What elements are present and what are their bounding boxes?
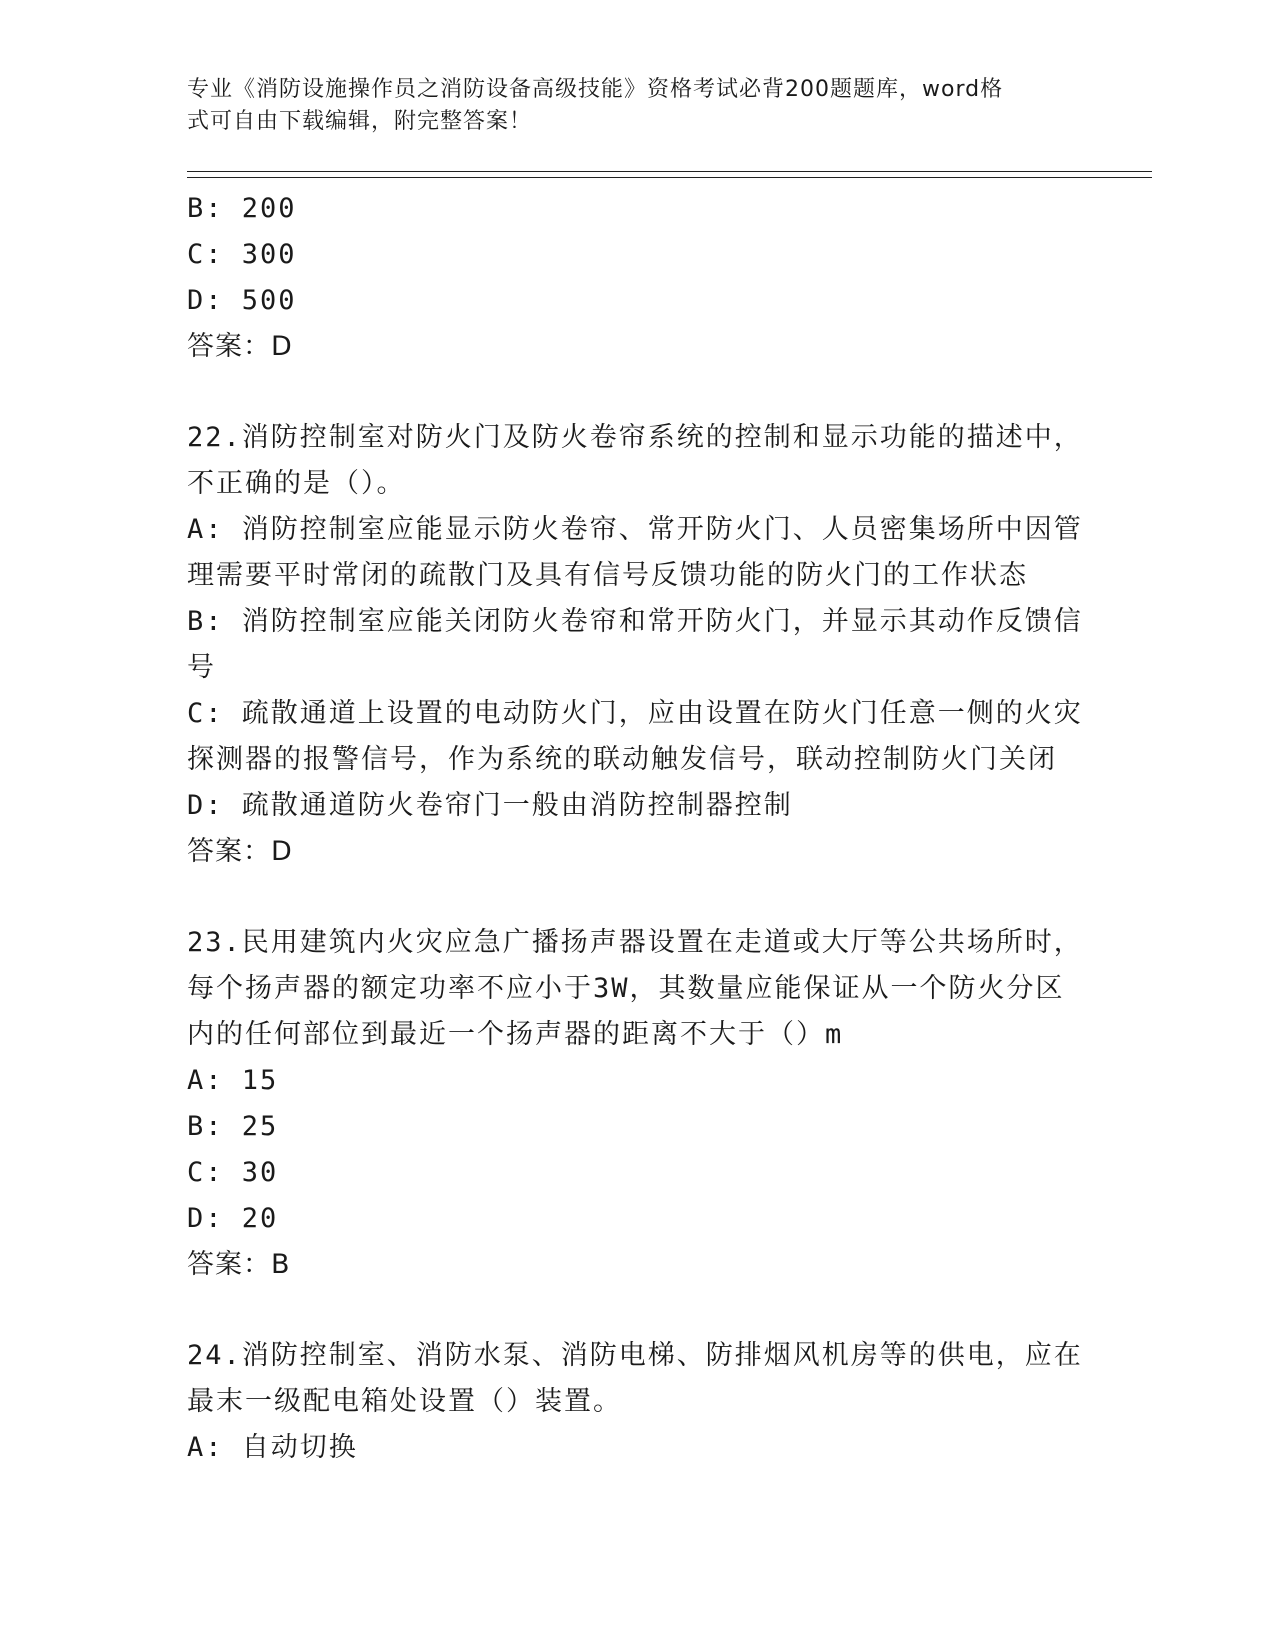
option-a: A: 自动切换 [187, 1432, 358, 1463]
question-22 [187, 415, 1087, 875]
header-rule-bottom [187, 177, 1152, 178]
answer: 答案：D [187, 331, 293, 362]
question-text-line: 每个扬声器的额定功率不应小于3W，其数量应能保证从一个防火分区 [187, 973, 1065, 1004]
option-b: B: 200 [187, 193, 297, 224]
question-text-line: 内的任何部位到最近一个扬声器的距离不大于（）m [187, 1019, 844, 1050]
option-c: C: 疏散通道上设置的电动防火门，应由设置在防火门任意一侧的火灾 [187, 698, 1083, 729]
option-d: D: 疏散通道防火卷帘门一般由消防控制器控制 [187, 790, 793, 821]
option-b-cont: 号 [187, 652, 216, 683]
option-b: B: 消防控制室应能关闭防火卷帘和常开防火门，并显示其动作反馈信 [187, 606, 1083, 637]
option-d: D: 500 [187, 285, 297, 316]
option-a: A: 15 [187, 1065, 279, 1096]
question-text-line: 最末一级配电箱处设置（）装置。 [187, 1386, 622, 1417]
question-text-line: 不正确的是（）。 [187, 468, 406, 499]
option-c: C: 300 [187, 239, 297, 270]
document-body [187, 186, 1087, 1471]
question-text-line: 23.民用建筑内火灾应急广播扬声器设置在走道或大厅等公共场所时， [187, 927, 1083, 958]
option-a: A: 消防控制室应能显示防火卷帘、常开防火门、人员密集场所中因管 [187, 514, 1083, 545]
answer: 答案：B [187, 1249, 291, 1280]
question-text-line: 22.消防控制室对防火门及防火卷帘系统的控制和显示功能的描述中， [187, 422, 1083, 453]
option-a-cont: 理需要平时常闭的疏散门及具有信号反馈功能的防火门的工作状态 [187, 560, 1028, 591]
header-line-2: 式可自由下载编辑，附完整答案！ [187, 109, 533, 134]
option-c-cont: 探测器的报警信号，作为系统的联动触发信号，联动控制防火门关闭 [187, 744, 1057, 775]
question-text-line: 24.消防控制室、消防水泵、消防电梯、防排烟风机房等的供电，应在 [187, 1340, 1083, 1371]
document-header [187, 74, 1067, 138]
previous-question-tail [187, 186, 1087, 370]
question-24 [187, 1333, 1087, 1471]
question-23 [187, 920, 1087, 1288]
header-line-1: 专业《消防设施操作员之消防设备高级技能》资格考试必背200题题库，word格 [187, 77, 1004, 102]
option-d: D: 20 [187, 1203, 279, 1234]
answer: 答案：D [187, 836, 293, 867]
option-c: C: 30 [187, 1157, 279, 1188]
header-rule-top [187, 171, 1152, 172]
option-b: B: 25 [187, 1111, 279, 1142]
